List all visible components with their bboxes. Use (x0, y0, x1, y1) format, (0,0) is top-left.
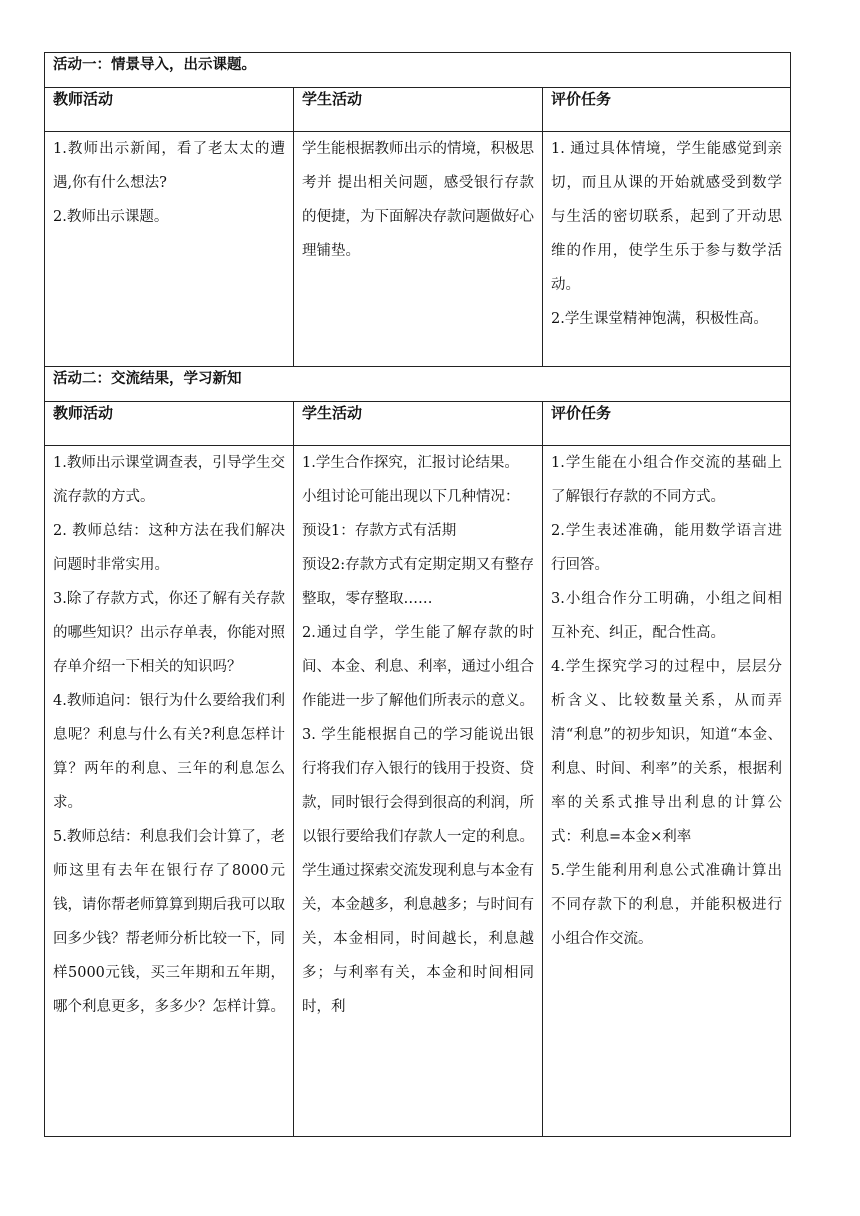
activity1-title-row (45, 53, 791, 88)
header-teacher: 教师活动 (45, 88, 294, 132)
activity2-title: 活动二：交流结果，学习新知 (45, 367, 791, 402)
evaluation-item: 3.小组合作分工明确，小组之间相互补充、纠正，配合性高。 (551, 591, 783, 641)
activity2-header-row (45, 402, 791, 446)
header-evaluation: 评价任务 (543, 88, 791, 132)
teacher-item: 5.教师总结：利息我们会计算了，老师这里有去年在银行存了8000元钱，请你帮老师算算到期后我可以取回多少钱？帮老师分析比较一下，同样5000元钱，买三年期和五年期，哪个利息更多，多多少？怎样计算。 (53, 829, 285, 1015)
evaluation-item: 1.学生能在小组合作交流的基础上了解银行存款的不同方式。 (551, 455, 783, 505)
evaluation-item: 2.学生表述准确，能用数学语言进行回答。 (551, 523, 783, 573)
activity2-student-cell (294, 446, 543, 1137)
lesson-plan-table (44, 52, 791, 1137)
activity2-title-row (45, 367, 791, 402)
header-student: 学生活动 (294, 88, 543, 132)
student-item: 预设1：存款方式有活期 (302, 523, 457, 539)
header-student: 学生活动 (294, 402, 543, 446)
student-item: 学生能根据教师出示的情境，积极思考并 提出相关问题，感受银行存款的便捷，为下面解决存款问题做好心理铺垫。 (302, 141, 534, 259)
student-item: 2.通过自学，学生能了解存款的时间、本金、利息、利率，通过小组合作能进一步了解他们所表示的意义。 (302, 625, 534, 709)
teacher-item: 1.教师出示课堂调查表，引导学生交流存款的方式。 (53, 455, 285, 505)
teacher-item: 1.教师出示新闻，看了老太太的遭遇,你有什么想法? (53, 141, 285, 191)
teacher-item: 2.教师出示课题。 (53, 209, 169, 225)
teacher-item: 2. 教师总结：这种方法在我们解决问题时非常实用。 (53, 523, 285, 573)
student-item: 小组讨论可能出现以下几种情况： (302, 489, 520, 505)
student-item: 学生通过探索交流发现利息与本金有关，本金越多，利息越多；与时间有关，本金相同，时间越长，利息越多；与利率有关，本金和时间相同时，利 (302, 863, 534, 1015)
teacher-item: 4.教师追问：银行为什么要给我们利息呢？利息与什么有关?利息怎样计算？两年的利息、三年的利息怎么求。 (53, 693, 285, 811)
evaluation-item: 4.学生探究学习的过程中，层层分析含义、比较数量关系，从而弄清“利息”的初步知识，知道“本金、利息、时间、利率”的关系，根据利率的关系式推导出利息的计算公式：利息=本金×利率 (551, 659, 783, 845)
activity2-teacher-cell (45, 446, 294, 1137)
activity2-body-row (45, 446, 791, 1137)
evaluation-item: 2.学生课堂精神饱满，积极性高。 (551, 311, 768, 327)
evaluation-item: 5.学生能利用利息公式准确计算出不同存款下的利息，并能积极进行小组合作交流。 (551, 863, 783, 947)
activity2-evaluation-cell (543, 446, 791, 1137)
evaluation-item: 1. 通过具体情境，学生能感觉到亲切，而且从课的开始就感受到数学与生活的密切联系，起到了开动思维的作用，使学生乐于参与数学活动。 (551, 141, 783, 293)
activity1-teacher-cell (45, 132, 294, 367)
teacher-item: 3.除了存款方式，你还了解有关存款的哪些知识？出示存单表，你能对照存单介绍一下相关的知识吗？ (53, 591, 285, 675)
student-item: 预设2:存款方式有定期定期又有整存整取，零存整取…… (302, 557, 534, 607)
activity1-title: 活动一：情景导入，出示课题。 (45, 53, 791, 88)
student-item: 1.学生合作探究，汇报讨论结果。 (302, 455, 519, 471)
activity1-body-row (45, 132, 791, 367)
activity1-student-cell (294, 132, 543, 367)
activity1-header-row (45, 88, 791, 132)
header-evaluation: 评价任务 (543, 402, 791, 446)
activity1-evaluation-cell (543, 132, 791, 367)
header-teacher: 教师活动 (45, 402, 294, 446)
student-item: 3. 学生能根据自己的学习能说出银行将我们存入银行的钱用于投资、贷款，同时银行会得到很高的利润，所以银行要给我们存款人一定的利息。 (302, 727, 534, 845)
